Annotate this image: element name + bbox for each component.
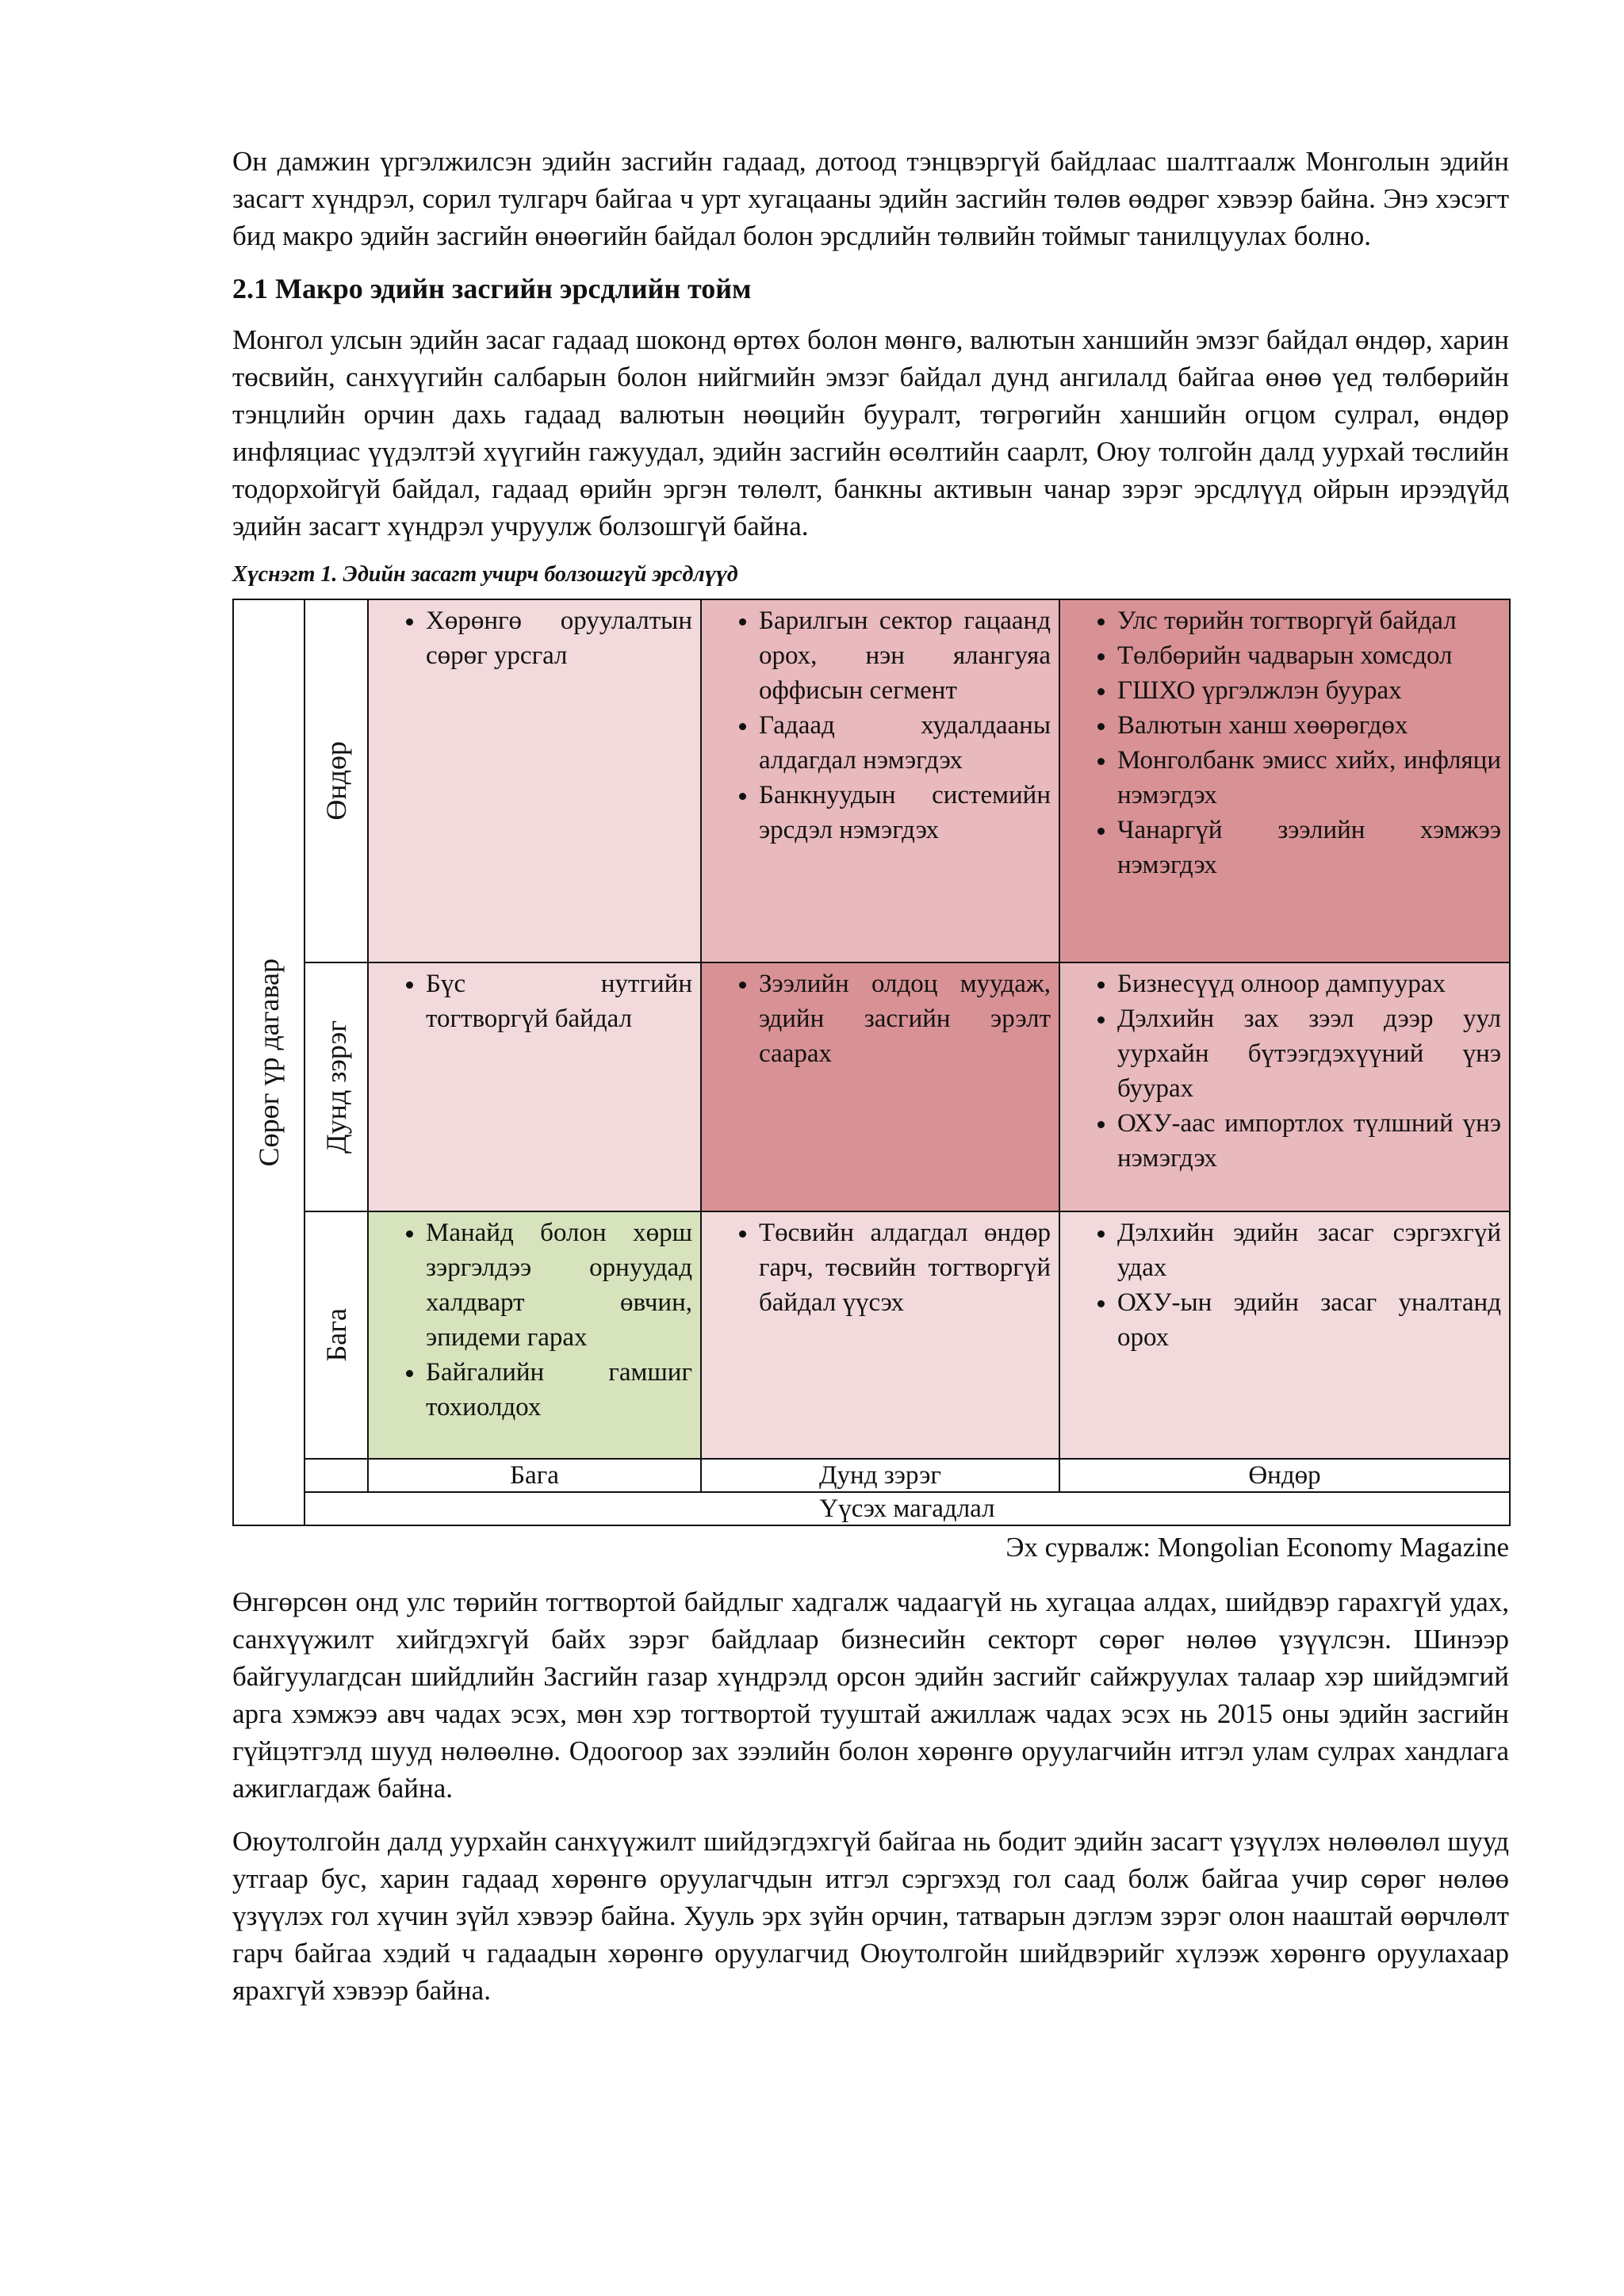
risk-item: • Гадаад худалдааны алдагдал нэмэгдэх	[759, 708, 1051, 778]
risk-item: • Төлбөрийн чадварын хомсдол	[1117, 638, 1501, 673]
risk-overview-paragraph: Монгол улсын эдийн засаг гадаад шоконд өртөх болон мөнгө, валютын ханшийн эмзэг байдал өндөр, харин төсвийн, санхүүгийн салбарын болон нийгмийн эмзэг байдал дунд ангилалд байгаа өнөө үед төлбөрийн тэнцлийн орчин дахь гадаад валютын нөөцийн бууралт, төгрөгийн ханшийн огцом сулрал, өндөр инфляциас үүдэлтэй хүүгийн гажуудал, эдийн засгийн өсөлтийн саарлт, Оюу толгойн далд уурхай төслийн тодорхойгүй байдал, гадаад өрийн эргэн төлөлт, банкны активын чанар зэрэг эрсдлүүд ойрын ирээдүйд эдийн засагт хүндрэл учруулж болзошгүй байна.	[232, 324, 1509, 541]
cell-mid-mid	[701, 962, 1059, 1211]
risk-item: • Бүс нутгийн тогтворгүй байдал	[426, 966, 692, 1036]
col-label-low: Бага	[368, 1459, 701, 1492]
risk-item: • Байгалийн гамшиг тохиолдох	[426, 1355, 692, 1425]
risk-matrix-table	[232, 599, 1511, 1526]
row-label-low: Бага	[304, 1211, 368, 1459]
probability-axis-label: Үүсэх магадлал	[304, 1492, 1510, 1525]
axis-corner	[304, 1459, 368, 1492]
risk-item: • Зээлийн олдоц муудаж, эдийн засгийн эрэлт саарах	[759, 966, 1051, 1071]
risk-item: • Манайд болон хөрш зэргэлдээ орнуудад халдварт өвчин, эпидеми гарах	[426, 1215, 692, 1355]
risk-item: • Дэлхийн эдийн засаг сэргэхгүй удах	[1117, 1215, 1501, 1285]
risk-item: • Улс төрийн тогтворгүй байдал	[1117, 603, 1501, 638]
cell-mid-high	[1059, 962, 1510, 1211]
row-label-medium: Дунд зэрэг	[304, 962, 368, 1211]
cell-low-high	[1059, 1211, 1510, 1459]
impact-axis-label: Сөрөг үр дагавар	[233, 599, 304, 1525]
risk-item: • Хөрөнгө оруулалтын сөрөг урсгал	[426, 603, 692, 673]
cell-high-high	[1059, 599, 1510, 962]
risk-item: • Дэлхийн зах зээл дээр уул уурхайн бүтээгдэхүүний үнэ буурах	[1117, 1001, 1501, 1106]
risk-item: • ГШХО үргэлжлэн буурах	[1117, 673, 1501, 708]
oyu-tolgoi-paragraph: Оюутолгойн далд уурхайн санхүүжилт шийдэгдэхгүй байгаа нь бодит эдийн засагт үзүүлэх нөлөөлөл шууд утгаар бус, харин гадаад хөрөнгө оруулагчдын итгэл сэргэхэд гол саад болж байгаа учир сөрөг нөлөө үзүүлэх гол хүчин зүйл хэвээр байна. Хууль эрх зүйн орчин, татварын дэглэм зэрэг олон нааштай өөрчлөлт гарч байгаа хэдий ч гадаадын хөрөнгө оруулагчид Оюутолгойн шийдвэрийг хүлээж хөрөнгө оруулахаар ярахгүй хэвээр байна.	[232, 1826, 1509, 2006]
risk-item: • Чанаргүй зээлийн хэмжээ нэмэгдэх	[1117, 813, 1501, 882]
cell-high-low	[368, 599, 701, 962]
source-note: Эх сурвалж: Mongolian Economy Magazine	[1005, 1532, 1509, 1563]
risk-item: • Банкнуудын системийн эрсдэл нэмэгдэх	[759, 778, 1051, 848]
cell-low-mid	[701, 1211, 1059, 1459]
political-paragraph: Өнгөрсөн онд улс төрийн тогтвортой байдлыг хадгалж чадаагүй нь хугацаа алдах, шийдвэр гарахгүй удах, санхүүжилт хийгдэхгүй байх зэрэг байдлаар бизнесийн секторт сөрөг нөлөө үзүүлсэн. Шинээр байгуулагдсан шийдлийн Засгийн газар хүндрэлд орсон эдийн засгийг сайжруулах талаар хэр шийдэмгий арга хэмжээ авч чадах эсэх, мөн хэр тогтвортой тууштай ажиллаж чадах эсэх нь 2015 оны эдийн засгийн гүйцэтгэлд шууд нөлөөлнө. Одоогоор зах зээлийн болон хөрөнгө оруулагчийн итгэл улам сулрах хандлага ажиглагдаж байна.	[232, 1586, 1509, 1804]
risk-item: • ОХУ-аас импортлох түлшний үнэ нэмэгдэх	[1117, 1106, 1501, 1176]
risk-item: • Бизнесүүд олноор дампуурах	[1117, 966, 1501, 1001]
row-label-high: Өндөр	[304, 599, 368, 962]
table-caption: Хүснэгт 1. Эдийн засагт учирч болзошгүй эрсдлүүд	[232, 562, 738, 587]
risk-item: • Монголбанк эмисс хийх, инфляци нэмэгдэх	[1117, 743, 1501, 813]
risk-item: • ОХУ-ын эдийн засаг уналтанд орох	[1117, 1285, 1501, 1355]
col-label-mid: Дунд зэрэг	[701, 1459, 1059, 1492]
risk-item: • Төсвийн алдагдал өндөр гарч, төсвийн тогтворгүй байдал үүсэх	[759, 1215, 1051, 1320]
risk-item: • Валютын ханш хөөрөгдөх	[1117, 708, 1501, 743]
cell-mid-low	[368, 962, 701, 1211]
cell-high-mid	[701, 599, 1059, 962]
section-heading: 2.1 Макро эдийн засгийн эрсдлийн тойм	[232, 273, 752, 304]
risk-item: • Барилгын сектор гацаанд орох, нэн ялангуяа оффисын сегмент	[759, 603, 1051, 708]
cell-low-low	[368, 1211, 701, 1459]
intro-paragraph: Он дамжин үргэлжилсэн эдийн засгийн гадаад, дотоод тэнцвэргүй байдлаас шалтгаалж Монголын эдийн засагт хүндрэл, сорил тулгарч байгаа ч урт хугацааны эдийн засгийн төлөв өөдрөг хэвээр байна. Энэ хэсэгт бид макро эдийн засгийн өнөөгийн байдал болон эрсдлийн төлвийн тоймыг танилцуулах болно.	[232, 146, 1509, 251]
col-label-high: Өндөр	[1059, 1459, 1510, 1492]
document-page	[232, 143, 1509, 2025]
